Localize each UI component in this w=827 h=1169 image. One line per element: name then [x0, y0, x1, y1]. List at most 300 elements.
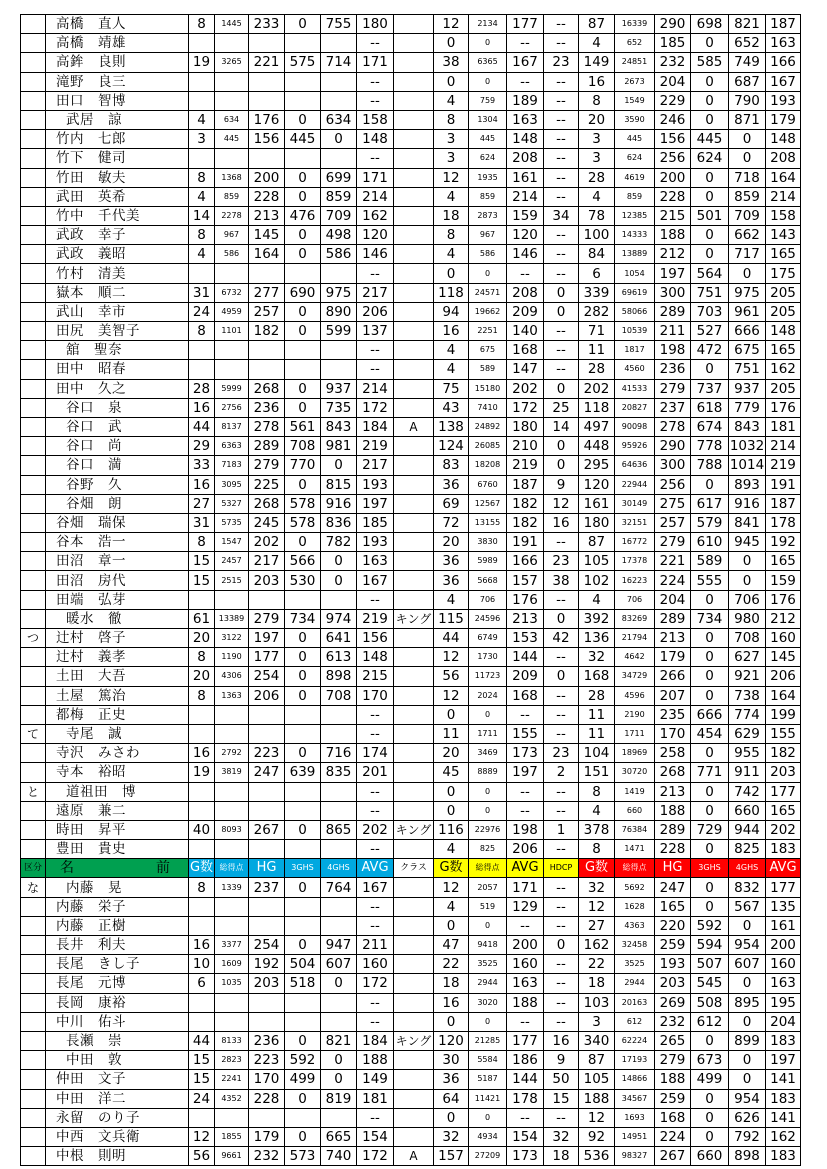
cell-3ghs-1: 0 [285, 110, 321, 129]
cell-g-count-2: 0 [434, 264, 469, 283]
cell-g-count-2: 4 [434, 187, 469, 206]
cell-avg-1: 172 [357, 974, 394, 993]
cell-hg-1: 254 [249, 667, 285, 686]
cell-avg-1: 149 [357, 1070, 394, 1089]
cell-hg-3: 228 [655, 187, 691, 206]
cell-4ghs-1: 716 [321, 744, 357, 763]
cell-g-count-1: 14 [189, 206, 215, 225]
cell-avg-3: 214 [766, 187, 801, 206]
cell-3ghs-3: 674 [691, 417, 729, 436]
cell-total-3: 41533 [615, 379, 655, 398]
cell-total-3: 1711 [615, 724, 655, 743]
cell-hg-3: 258 [655, 744, 691, 763]
cell-total-3: 83269 [615, 609, 655, 628]
cell-hdcp: -- [544, 1108, 579, 1127]
cell-hdcp: 0 [544, 379, 579, 398]
cell-kubun [21, 245, 46, 264]
cell-class [394, 110, 434, 129]
cell-hg-3: 290 [655, 437, 691, 456]
cell-total-2: 519 [469, 897, 507, 916]
cell-name: 遠原 兼二 [46, 801, 189, 820]
cell-g-count-3: 151 [579, 763, 615, 782]
cell-4ghs-3: 871 [729, 110, 766, 129]
cell-class [394, 168, 434, 187]
cell-avg-3: 205 [766, 302, 801, 321]
cell-name: 高橋 靖雄 [46, 34, 189, 53]
cell-4ghs-1: 764 [321, 878, 357, 897]
cell-g-count-3: 22 [579, 955, 615, 974]
cell-hdcp: -- [544, 72, 579, 91]
cell-hg-1: 279 [249, 609, 285, 628]
table-row [21, 590, 801, 609]
cell-hdcp: 0 [544, 936, 579, 955]
cell-g-count-2: 22 [434, 955, 469, 974]
cell-class [394, 34, 434, 53]
cell-3ghs-1 [285, 782, 321, 801]
cell-g-count-1: 19 [189, 53, 215, 72]
cell-total-1: 5999 [215, 379, 249, 398]
cell-3ghs-3: 592 [691, 916, 729, 935]
cell-hg-1: 223 [249, 744, 285, 763]
cell-class [394, 264, 434, 283]
cell-avg-3: 205 [766, 379, 801, 398]
cell-3ghs-1: 0 [285, 533, 321, 552]
cell-g-count-1: 40 [189, 820, 215, 839]
cell-4ghs-1 [321, 264, 357, 283]
cell-name: 武山 幸市 [46, 302, 189, 321]
cell-total-1 [215, 149, 249, 168]
cell-total-3: 2673 [615, 72, 655, 91]
cell-3ghs-1: 566 [285, 552, 321, 571]
cell-4ghs-3: 0 [729, 552, 766, 571]
cell-total-2: 5668 [469, 571, 507, 590]
cell-total-3: 706 [615, 590, 655, 609]
cell-total-1: 5327 [215, 494, 249, 513]
cell-avg-2: 157 [507, 571, 544, 590]
cell-total-3: 90098 [615, 417, 655, 436]
cell-hdcp: -- [544, 801, 579, 820]
cell-g-count-2: 157 [434, 1147, 469, 1166]
cell-total-1: 1855 [215, 1127, 249, 1146]
cell-avg-2: 209 [507, 667, 544, 686]
cell-g-count-3: 18 [579, 974, 615, 993]
table-row [21, 341, 801, 360]
cell-avg-2: 178 [507, 1089, 544, 1108]
cell-4ghs-1 [321, 705, 357, 724]
table-row [21, 916, 801, 935]
cell-kubun [21, 705, 46, 724]
cell-total-1 [215, 1012, 249, 1031]
cell-total-2: 759 [469, 91, 507, 110]
cell-3ghs-1: 573 [285, 1147, 321, 1166]
cell-class: キング [394, 609, 434, 628]
table-row [21, 763, 801, 782]
cell-4ghs-3: 0 [729, 1051, 766, 1070]
cell-hg-3: 259 [655, 1089, 691, 1108]
cell-class [394, 398, 434, 417]
cell-hdcp: -- [544, 91, 579, 110]
cell-hg-3: 269 [655, 993, 691, 1012]
cell-avg-2: 210 [507, 437, 544, 456]
cell-total-3: 22944 [615, 475, 655, 494]
cell-g-count-1: 15 [189, 552, 215, 571]
cell-total-3: 1628 [615, 897, 655, 916]
cell-total-2: 0 [469, 916, 507, 935]
cell-kubun [21, 840, 46, 859]
cell-avg-2: 209 [507, 302, 544, 321]
cell-total-1: 1035 [215, 974, 249, 993]
table-row [21, 571, 801, 590]
cell-3ghs-1 [285, 1012, 321, 1031]
cell-avg-1: 217 [357, 283, 394, 302]
cell-class [394, 686, 434, 705]
cell-total-2: 21285 [469, 1031, 507, 1050]
cell-g-count-2: 36 [434, 571, 469, 590]
cell-g-count-2: 116 [434, 820, 469, 839]
cell-3ghs-1 [285, 590, 321, 609]
cell-hg-3: 197 [655, 264, 691, 283]
cell-avg-1: -- [357, 993, 394, 1012]
cell-hg-3: 200 [655, 168, 691, 187]
cell-name: 都梅 正史 [46, 705, 189, 724]
cell-4ghs-1: 0 [321, 571, 357, 590]
cell-kubun [21, 1070, 46, 1089]
cell-total-2: 445 [469, 130, 507, 149]
cell-g-count-2: 12 [434, 686, 469, 705]
cell-class: キング [394, 820, 434, 839]
cell-g-count-2: 124 [434, 437, 469, 456]
cell-hg-1: 176 [249, 110, 285, 129]
cell-total-3: 20163 [615, 993, 655, 1012]
cell-4ghs-3: 718 [729, 168, 766, 187]
cell-hdcp: -- [544, 360, 579, 379]
cell-total-2: 5187 [469, 1070, 507, 1089]
cell-avg-3: 187 [766, 494, 801, 513]
cell-class [394, 53, 434, 72]
cell-g-count-2: 8 [434, 110, 469, 129]
cell-name: 寺尾 誠 [46, 724, 189, 743]
cell-total-1: 1363 [215, 686, 249, 705]
cell-g-count-3: 4 [579, 187, 615, 206]
cell-avg-1: 202 [357, 820, 394, 839]
cell-name: 谷畑 瑞保 [46, 513, 189, 532]
cell-avg-2: 155 [507, 724, 544, 743]
cell-total-2: 0 [469, 782, 507, 801]
cell-hg-1: 236 [249, 1031, 285, 1050]
table-row [21, 1127, 801, 1146]
cell-kubun [21, 226, 46, 245]
cell-avg-1: -- [357, 916, 394, 935]
cell-3ghs-3: 617 [691, 494, 729, 513]
cell-total-3: 4596 [615, 686, 655, 705]
cell-g-count-1: 24 [189, 302, 215, 321]
cell-hg-1: 213 [249, 206, 285, 225]
cell-total-2: 0 [469, 705, 507, 724]
cell-hg-3: 203 [655, 974, 691, 993]
cell-class [394, 494, 434, 513]
cell-total-1: 2241 [215, 1070, 249, 1089]
cell-avg-2: 173 [507, 1147, 544, 1166]
cell-avg-2: 198 [507, 820, 544, 839]
cell-avg-2: 189 [507, 91, 544, 110]
cell-kubun [21, 936, 46, 955]
cell-hg-1 [249, 840, 285, 859]
cell-total-3: 1054 [615, 264, 655, 283]
cell-hg-3: 235 [655, 705, 691, 724]
cell-g-count-2: 0 [434, 705, 469, 724]
cell-avg-2: 168 [507, 341, 544, 360]
cell-hg-1: 182 [249, 322, 285, 341]
cell-total-2: 5584 [469, 1051, 507, 1070]
cell-total-2: 8889 [469, 763, 507, 782]
cell-hdcp: 2 [544, 763, 579, 782]
cell-3ghs-1: 592 [285, 1051, 321, 1070]
cell-avg-1: -- [357, 72, 394, 91]
cell-4ghs-3: 687 [729, 72, 766, 91]
cell-total-1: 1547 [215, 533, 249, 552]
cell-avg-3: 183 [766, 1147, 801, 1166]
table-row [21, 322, 801, 341]
cell-3ghs-3: 0 [691, 878, 729, 897]
cell-3ghs-3: 0 [691, 629, 729, 648]
cell-g-count-1: 12 [189, 1127, 215, 1146]
cell-g-count-3: 149 [579, 53, 615, 72]
cell-3ghs-3: 0 [691, 744, 729, 763]
cell-hdcp: -- [544, 149, 579, 168]
cell-avg-1: 171 [357, 53, 394, 72]
cell-hg-1: 179 [249, 1127, 285, 1146]
cell-avg-2: 176 [507, 590, 544, 609]
cell-4ghs-1 [321, 897, 357, 916]
cell-name: 田沼 房代 [46, 571, 189, 590]
cell-class [394, 245, 434, 264]
cell-hg-3: 232 [655, 53, 691, 72]
cell-3ghs-1 [285, 916, 321, 935]
cell-hdcp: -- [544, 840, 579, 859]
cell-4ghs-3: 0 [729, 130, 766, 149]
cell-g-count-3: 78 [579, 206, 615, 225]
cell-g-count-2: 16 [434, 993, 469, 1012]
cell-kubun [21, 686, 46, 705]
cell-avg-2: 161 [507, 168, 544, 187]
cell-kubun [21, 513, 46, 532]
cell-class: A [394, 1147, 434, 1166]
cell-name: 中田 敦 [46, 1051, 189, 1070]
cell-total-3: 13889 [615, 245, 655, 264]
cell-avg-3: 141 [766, 1108, 801, 1127]
cell-4ghs-1: 859 [321, 187, 357, 206]
cell-hdcp: 9 [544, 1051, 579, 1070]
table-row [21, 897, 801, 916]
cell-avg-1: 174 [357, 744, 394, 763]
cell-3ghs-1: 578 [285, 494, 321, 513]
cell-g-count-1 [189, 801, 215, 820]
cell-hg-1: 279 [249, 456, 285, 475]
cell-class [394, 226, 434, 245]
cell-3ghs-1: 445 [285, 130, 321, 149]
cell-hdcp: -- [544, 226, 579, 245]
cell-g-count-2: 36 [434, 475, 469, 494]
cell-3ghs-3: 0 [691, 667, 729, 686]
cell-hg-3: 188 [655, 1070, 691, 1089]
cell-avg-1: 172 [357, 1147, 394, 1166]
cell-hg-3: 193 [655, 955, 691, 974]
cell-name: 武政 幸子 [46, 226, 189, 245]
cell-hg-3: 268 [655, 763, 691, 782]
cell-3ghs-1: 0 [285, 878, 321, 897]
cell-name: 内藤 栄子 [46, 897, 189, 916]
cell-class [394, 1108, 434, 1127]
cell-hg-1: 164 [249, 245, 285, 264]
cell-hdcp: -- [544, 648, 579, 667]
cell-3ghs-1: 499 [285, 1070, 321, 1089]
cell-4ghs-3: 921 [729, 667, 766, 686]
cell-avg-3: 219 [766, 456, 801, 475]
header-total-3: 総得点 [615, 859, 655, 878]
cell-hg-1: 228 [249, 187, 285, 206]
cell-kubun [21, 801, 46, 820]
cell-hg-1 [249, 1012, 285, 1031]
cell-3ghs-1: 0 [285, 398, 321, 417]
cell-total-1: 8093 [215, 820, 249, 839]
cell-avg-1: 181 [357, 1089, 394, 1108]
cell-avg-3: 167 [766, 72, 801, 91]
cell-hg-1 [249, 149, 285, 168]
cell-class [394, 916, 434, 935]
cell-g-count-1: 8 [189, 226, 215, 245]
table-row [21, 494, 801, 513]
cell-4ghs-3: 629 [729, 724, 766, 743]
cell-total-2: 1730 [469, 648, 507, 667]
cell-g-count-3: 8 [579, 91, 615, 110]
cell-4ghs-1: 0 [321, 1051, 357, 1070]
cell-name: 竹田 敏夫 [46, 168, 189, 187]
cell-kubun [21, 475, 46, 494]
table-row [21, 379, 801, 398]
cell-3ghs-1: 0 [285, 475, 321, 494]
cell-hg-3: 211 [655, 322, 691, 341]
cell-hg-3: 275 [655, 494, 691, 513]
cell-hdcp: -- [544, 782, 579, 801]
cell-class [394, 993, 434, 1012]
cell-g-count-3: 100 [579, 226, 615, 245]
cell-4ghs-3: 567 [729, 897, 766, 916]
table-row [21, 149, 801, 168]
cell-total-2: 1304 [469, 110, 507, 129]
cell-g-count-2: 8 [434, 226, 469, 245]
cell-total-2: 589 [469, 360, 507, 379]
cell-g-count-1: 61 [189, 609, 215, 628]
cell-4ghs-3: 626 [729, 1108, 766, 1127]
cell-total-1: 634 [215, 110, 249, 129]
cell-name: 田中 昭春 [46, 360, 189, 379]
cell-avg-2: 144 [507, 1070, 544, 1089]
cell-hg-1: 232 [249, 1147, 285, 1166]
cell-class [394, 667, 434, 686]
header-3ghs-3: 3GHS [691, 859, 729, 878]
cell-kubun [21, 149, 46, 168]
cell-hg-3: 247 [655, 878, 691, 897]
cell-hg-1: 223 [249, 1051, 285, 1070]
cell-3ghs-1: 0 [285, 322, 321, 341]
cell-avg-2: 153 [507, 629, 544, 648]
cell-total-3: 16339 [615, 15, 655, 34]
cell-g-count-2: 75 [434, 379, 469, 398]
cell-class [394, 283, 434, 302]
cell-hg-1: 203 [249, 571, 285, 590]
cell-class [394, 130, 434, 149]
cell-total-3: 14333 [615, 226, 655, 245]
cell-g-count-2: 11 [434, 724, 469, 743]
cell-avg-3: 166 [766, 53, 801, 72]
cell-kubun [21, 955, 46, 974]
cell-total-2: 7410 [469, 398, 507, 417]
cell-4ghs-3: 662 [729, 226, 766, 245]
cell-3ghs-1: 0 [285, 1031, 321, 1050]
table-row [21, 110, 801, 129]
cell-avg-3: 148 [766, 322, 801, 341]
cell-3ghs-3: 0 [691, 110, 729, 129]
cell-hg-1: 170 [249, 1070, 285, 1089]
cell-4ghs-3: 675 [729, 341, 766, 360]
cell-avg-1: 156 [357, 629, 394, 648]
cell-g-count-2: 30 [434, 1051, 469, 1070]
cell-class [394, 187, 434, 206]
header-g-count-2: G数 [434, 859, 469, 878]
cell-3ghs-1 [285, 801, 321, 820]
cell-hg-1: 245 [249, 513, 285, 532]
cell-g-count-2: 43 [434, 398, 469, 417]
cell-hg-3: 224 [655, 1127, 691, 1146]
cell-kubun [21, 206, 46, 225]
cell-3ghs-3: 508 [691, 993, 729, 1012]
score-table [20, 14, 801, 1166]
cell-avg-2: 167 [507, 53, 544, 72]
header-4ghs-1: 4GHS [321, 859, 357, 878]
cell-total-3: 69619 [615, 283, 655, 302]
cell-g-count-1 [189, 360, 215, 379]
cell-class [394, 437, 434, 456]
cell-name: 竹下 健司 [46, 149, 189, 168]
cell-name: 永留 のり子 [46, 1108, 189, 1127]
table-row [21, 15, 801, 34]
cell-total-1: 859 [215, 187, 249, 206]
cell-4ghs-3: 916 [729, 494, 766, 513]
cell-3ghs-1: 504 [285, 955, 321, 974]
cell-class [394, 149, 434, 168]
cell-avg-2: -- [507, 34, 544, 53]
cell-name: 舘 聖奈 [46, 341, 189, 360]
cell-hg-3: 215 [655, 206, 691, 225]
cell-total-3: 612 [615, 1012, 655, 1031]
cell-avg-1: 170 [357, 686, 394, 705]
cell-4ghs-1: 937 [321, 379, 357, 398]
cell-3ghs-3: 0 [691, 360, 729, 379]
cell-name: 暖水 徹 [46, 609, 189, 628]
cell-total-3: 14951 [615, 1127, 655, 1146]
cell-avg-3: 183 [766, 1089, 801, 1108]
cell-name: 中川 佑斗 [46, 1012, 189, 1031]
cell-avg-2: 188 [507, 993, 544, 1012]
cell-avg-1: 201 [357, 763, 394, 782]
cell-avg-2: 182 [507, 494, 544, 513]
cell-total-2: 967 [469, 226, 507, 245]
header-avg-2: AVG [507, 859, 544, 878]
cell-hg-1 [249, 590, 285, 609]
cell-class [394, 724, 434, 743]
cell-3ghs-1: 639 [285, 763, 321, 782]
cell-hg-1: 156 [249, 130, 285, 149]
